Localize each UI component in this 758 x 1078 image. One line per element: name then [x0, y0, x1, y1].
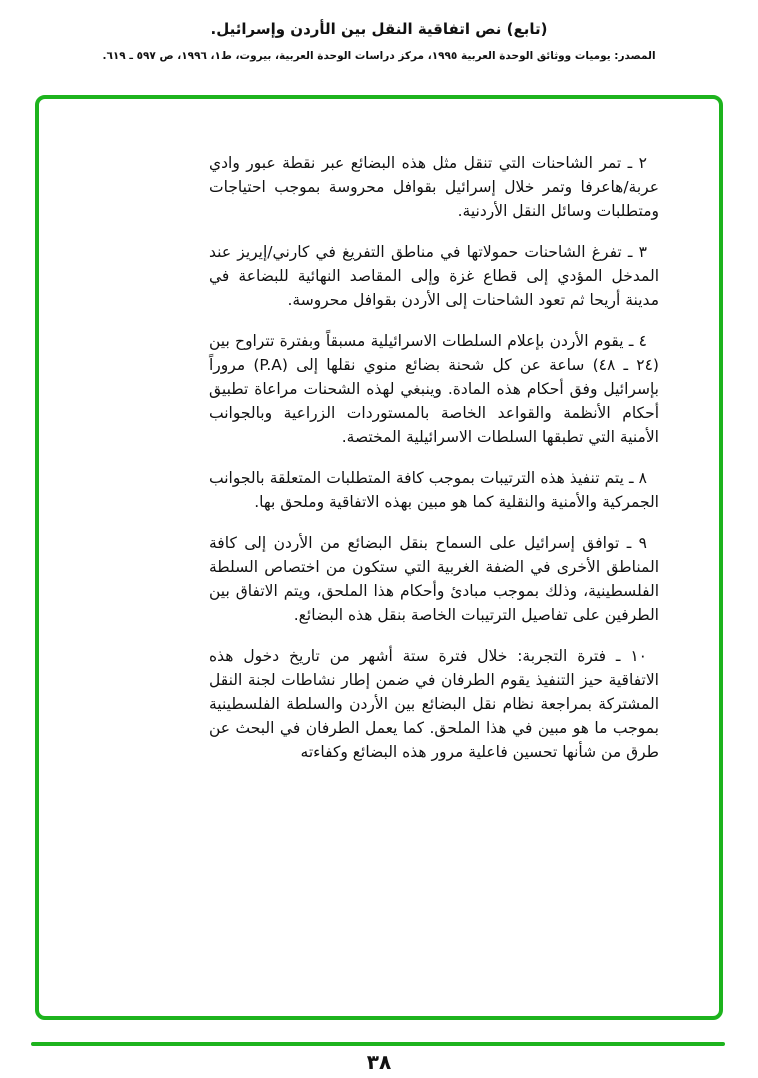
page-number: ٣٨ [366, 1050, 392, 1074]
paragraph-9: ٩ ـ توافق إسرائيل على السماح بنقل البضائع من الأردن إلى كافة المناطق الأخرى في الضفة الغربية التي ستكون من اختصاص السلطة الفلسطينية، وذلك بموجب مبادئ وأحكام هذا الملحق، ويتم الاتفاق بين الطرفين على تفاصيل الترتيبات الخاصة بنقل هذه البضائع. [209, 534, 659, 625]
paragraph-2: ٢ ـ تمر الشاحنات التي تنقل مثل هذه البضائع عبر نقطة عبور وادي عربة/هاعرفا وتمر خلال إسرائيل بقوافل محروسة بموجب احتياجات ومتطلبات وسائل النقل الأردنية. [209, 154, 659, 221]
paragraph-10: ١٠ ـ فترة التجربة: خلال فترة ستة أشهر من تاريخ دخول هذه الاتفاقية حيز التنفيذ يقوم الطرفان في ضمن إطار نشاطات لجنة النقل المشتركة بمراجعة نظام نقل البضائع بين الأردن والسلطة الفلسطينية بموجب ما هو مبين في هذا الملحق. كما يعمل الطرفان في البحث عن طرق من شأنها تحسين فاعلية مرور هذه البضائع وكفاءته [209, 647, 659, 762]
content-border-box [35, 95, 723, 1020]
paragraph-4: ٤ ـ يقوم الأردن بإعلام السلطات الاسرائيلية مسبقاً وبفترة تتراوح بين (٢٤ ـ ٤٨) ساعة عن كل شحنة بضائع منوي نقلها إلى (P.A) مروراً بإسرائيل وفق أحكام هذه المادة. وينبغي لهذه الشحنات مراعاة تطبيق أحكام الأنظمة والقواعد الخاصة بالمستوردات الزراعية وبالجوانب الأمنية التي تطبقها السلطات الاسرائيلية المختصة. [209, 332, 659, 447]
page-header [0, 0, 758, 62]
source-citation: المصدر: يوميات ووثائق الوحدة العربية ١٩٩٥، مركز دراسات الوحدة العربية، بيروت، ط١، ١٩٩٦، ص ٥٩٧ ـ ٦١٩. [102, 50, 656, 62]
footer-divider-line [31, 1042, 725, 1046]
paragraph-8: ٨ ـ يتم تنفيذ هذه الترتيبات بموجب كافة المتطلبات المتعلقة بالجوانب الجمركية والأمنية والنقلية كما هو مبين بهذه الاتفاقية وملحق بها. [209, 469, 659, 512]
paragraph-3: ٣ ـ تفرغ الشاحنات حمولاتها في مناطق التفريغ في كارني/إيريز عند المدخل المؤدي إلى قطاع غزة وإلى المقاصد النهائية للبضاعة في مدينة أريحا ثم تعود الشاحنات إلى الأردن بقوافل محروسة. [209, 243, 659, 310]
document-title: (تابع) نص اتفاقية النقل بين الأردن وإسرائيل. [210, 20, 548, 38]
body-text [39, 99, 719, 801]
